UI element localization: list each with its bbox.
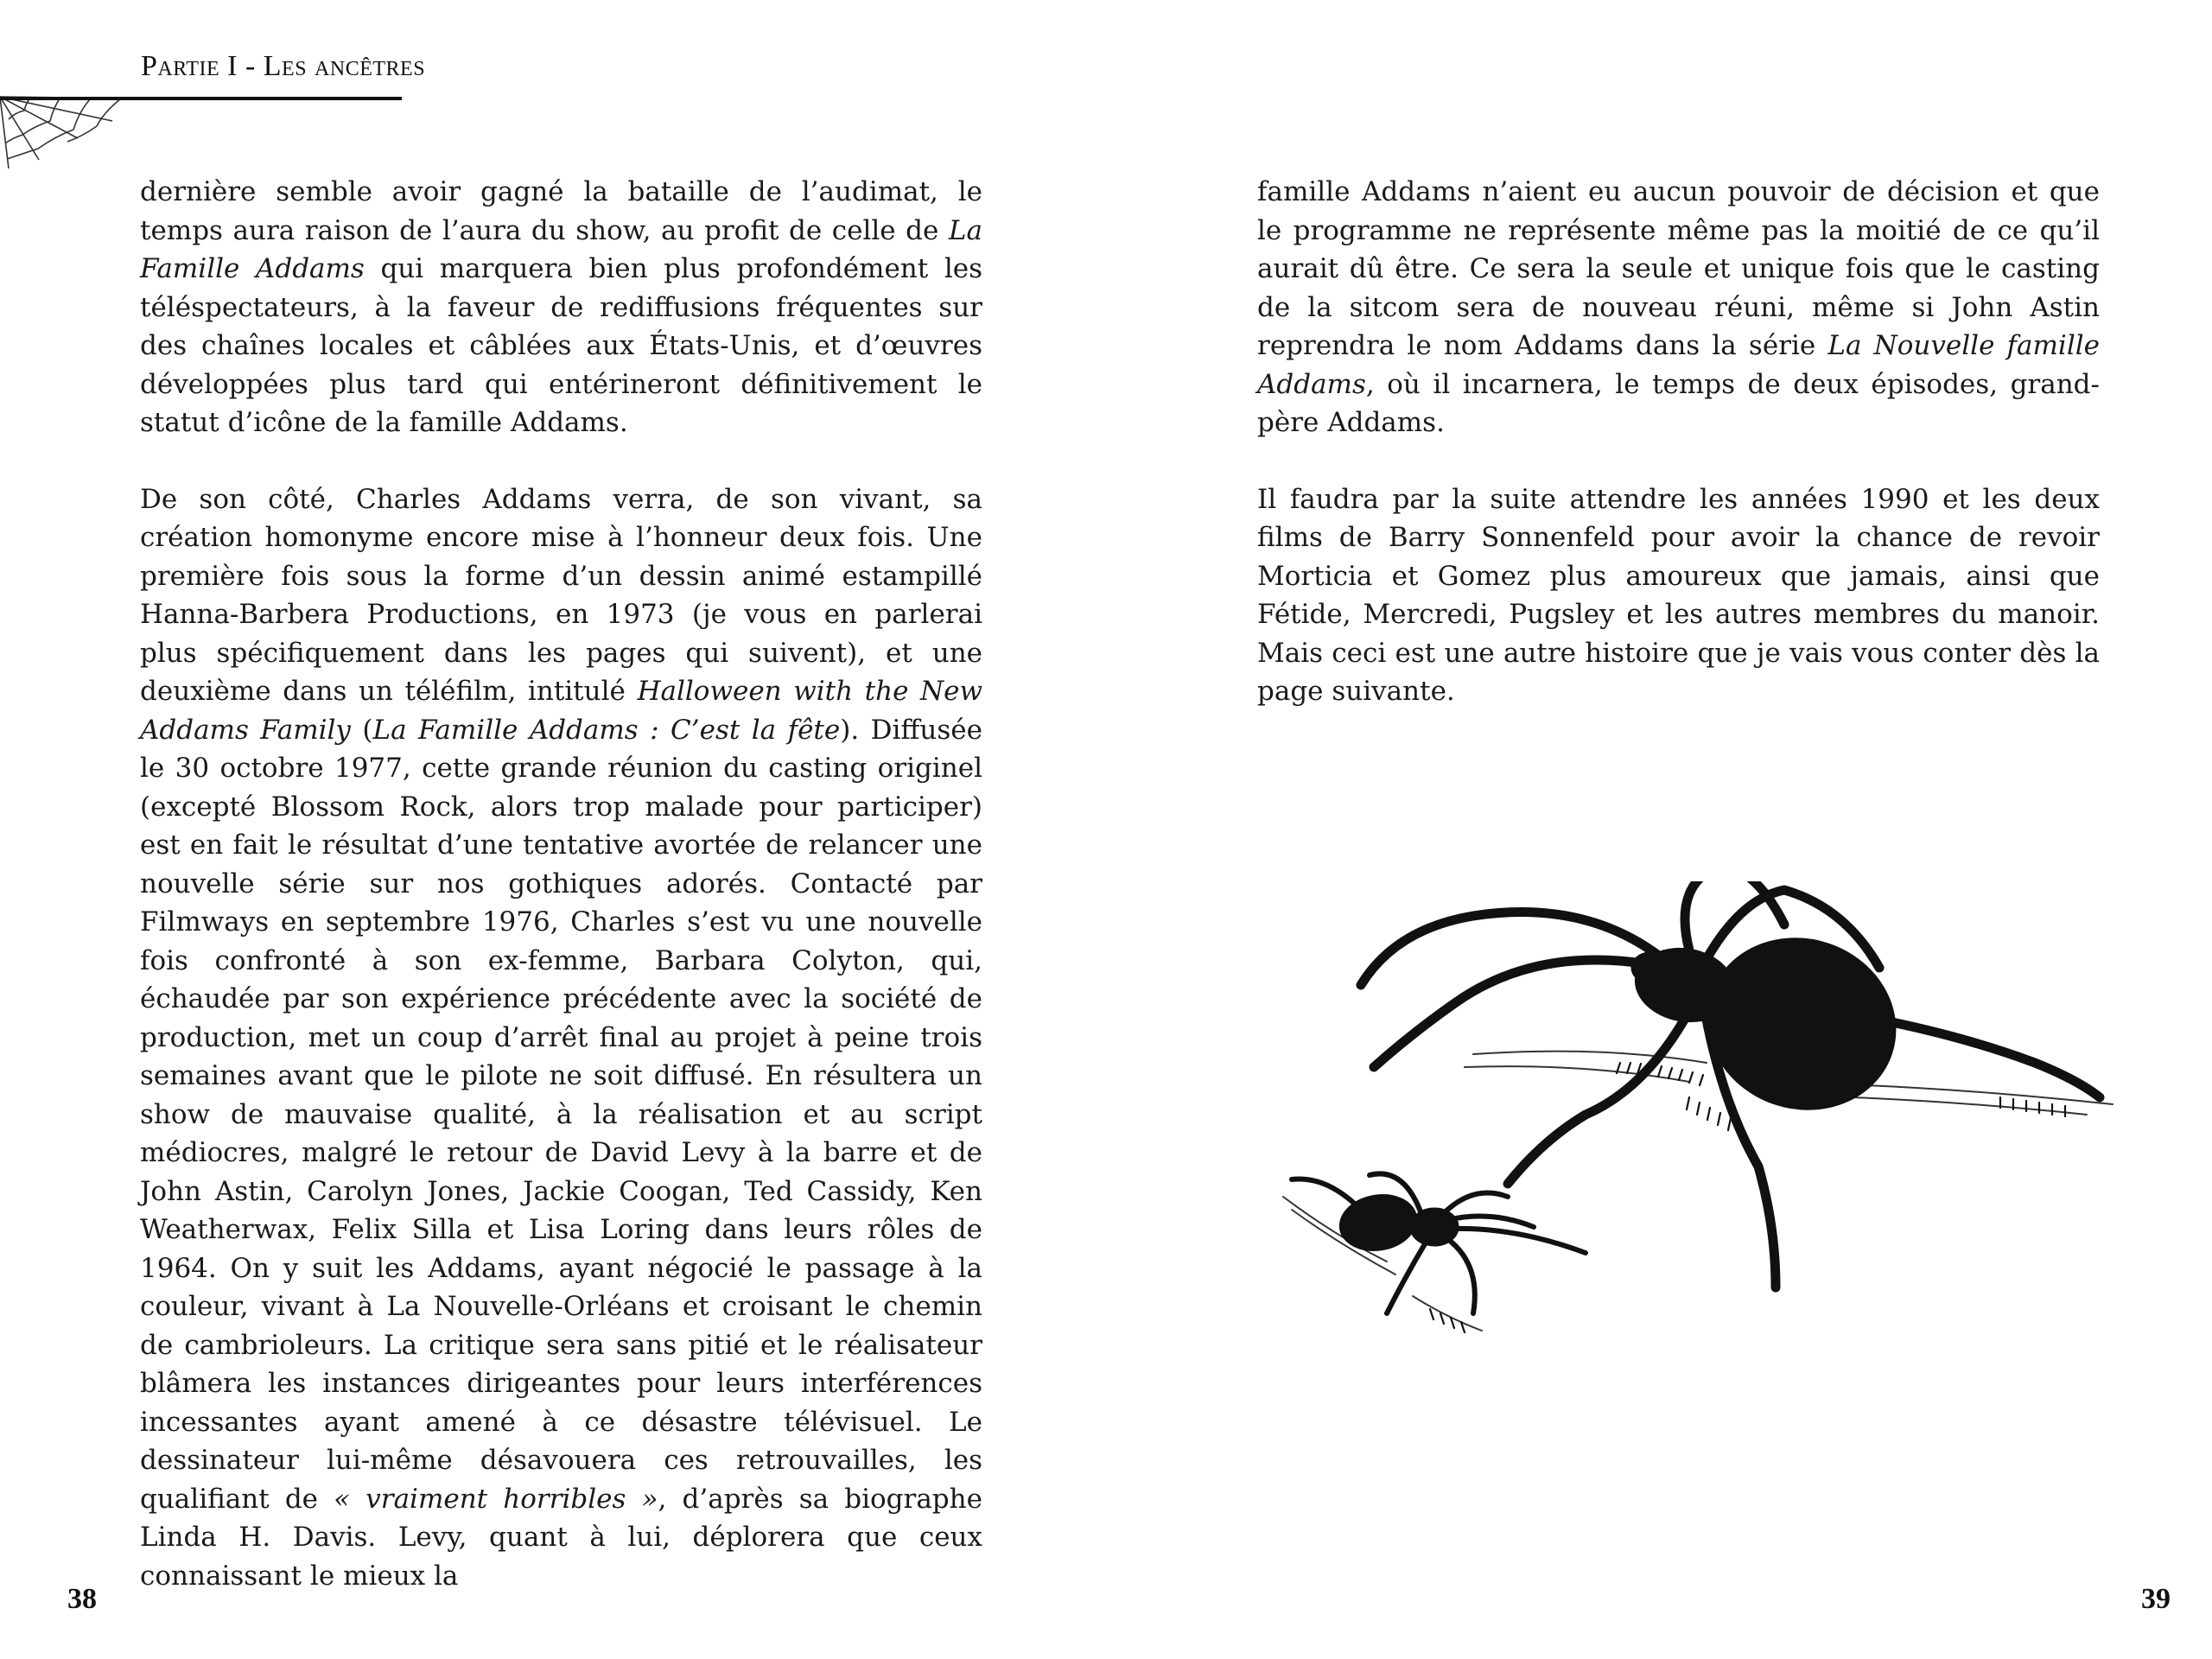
text-run: ( [350,714,373,746]
running-header: Partie I - Les ancêtres [141,50,426,82]
text-run: , où il incarnera, le temps de deux épisodes, grand-père Addams. [1257,368,2100,438]
text-run: qui marquera bien plus profondément les téléspectateurs, à la faveur de rediffusions fréquentes sur des chaînes locales et câblées aux États-Unis, et d’œuvres développées plus tard qui entérineront définitivement le statut d’icône de la famille Addams. [140,253,982,438]
text-run: , d’après sa biographe Linda H. Davis. Levy, quant à lui, déplorera que ceux connaissant le mieux la [140,1483,982,1592]
italic-title: Halloween with the New Addams Family [140,676,982,746]
spider-illustration-icon [1257,881,2121,1365]
italic-title: La Famille Addams [140,214,982,284]
page-number-right: 39 [2141,1583,2171,1615]
page-number-left: 38 [67,1583,97,1615]
paragraph [140,173,982,442]
right-column-text [1257,173,2100,711]
italic-quote: « vraiment horribles » [334,1483,658,1515]
paragraph [140,480,982,1596]
text-run: famille Addams n’aient eu aucun pouvoir de décision et que le programme ne représente même pas la moitié de ce qu’il aurait dû être. Ce sera la seule et unique fois que le casting de la sitcom sera de nouveau réuni, même si John Astin reprendra le nom Addams dans la série [1257,176,2100,361]
header-rule [0,97,402,100]
italic-title: La Famille Addams : C’est la fête [372,714,841,746]
left-column-text [140,173,982,1595]
paragraph [1257,173,2100,442]
text-run: De son côté, Charles Addams verra, de son vivant, sa création homonyme encore mise à l’honneur deux fois. Une première fois sous la forme d’un dessin animé estampillé Hanna-Barbera Productions, en 1973 (je vous en parlerai plus spécifiquement dans les pages qui suivent), et une deuxième dans un téléfilm, intitulé [140,483,982,707]
paragraph: Il faudra par la suite attendre les années 1990 et les deux films de Barry Sonnenfeld pour avoir la chance de revoir Morticia et Gomez plus amoureux que jamais, ainsi que Fétide, Mercredi, Pugsley et les autres membres du manoir. Mais ceci est une autre histoire que je vais vous conter dès la page suivante. [1257,483,2100,707]
italic-title: La Nouvelle famille Addams [1257,330,2100,400]
text-run: dernière semble avoir gagné la bataille de l’audimat, le temps aura raison de l’aura du show, au profit de celle de [140,176,982,246]
text-run: ). Diffusée le 30 octobre 1977, cette grande réunion du casting originel (excepté Blossom Rock, alors trop malade pour participer) est en fait le résultat d’une tentative avortée de relancer une nouvelle série sur nos gothiques adorés. Contacté par Filmways en septembre 1976, Charles s’est vu une nouvelle fois confronté à son ex-femme, Barbara Colyton, qui, échaudée par son expérience précédente avec la société de production, met un coup d’arrêt final au projet à peine trois semaines avant que le pilote ne soit diffusé. En résultera un show de mauvaise qualité, à la réalisation et au script médiocres, malgré le retour de David Levy à la barre et de John Astin, Carolyn Jones, Jackie Coogan, Ted Cassidy, Ken Weatherwax, Felix Silla et Lisa Loring dans leurs rôles de 1964. On y suit les Addams, ayant négocié le passage à la couleur, vivant à La Nouvelle-Orléans et croisant le chemin de cambrioleurs. La critique sera sans pitié et le réalisateur blâmera les instances dirigeantes pour leurs interférences incessantes ayant amené à ce désastre télévisuel. Le dessinateur lui-même désavouera ces retrouvailles, les qualifiant de [140,714,982,1515]
